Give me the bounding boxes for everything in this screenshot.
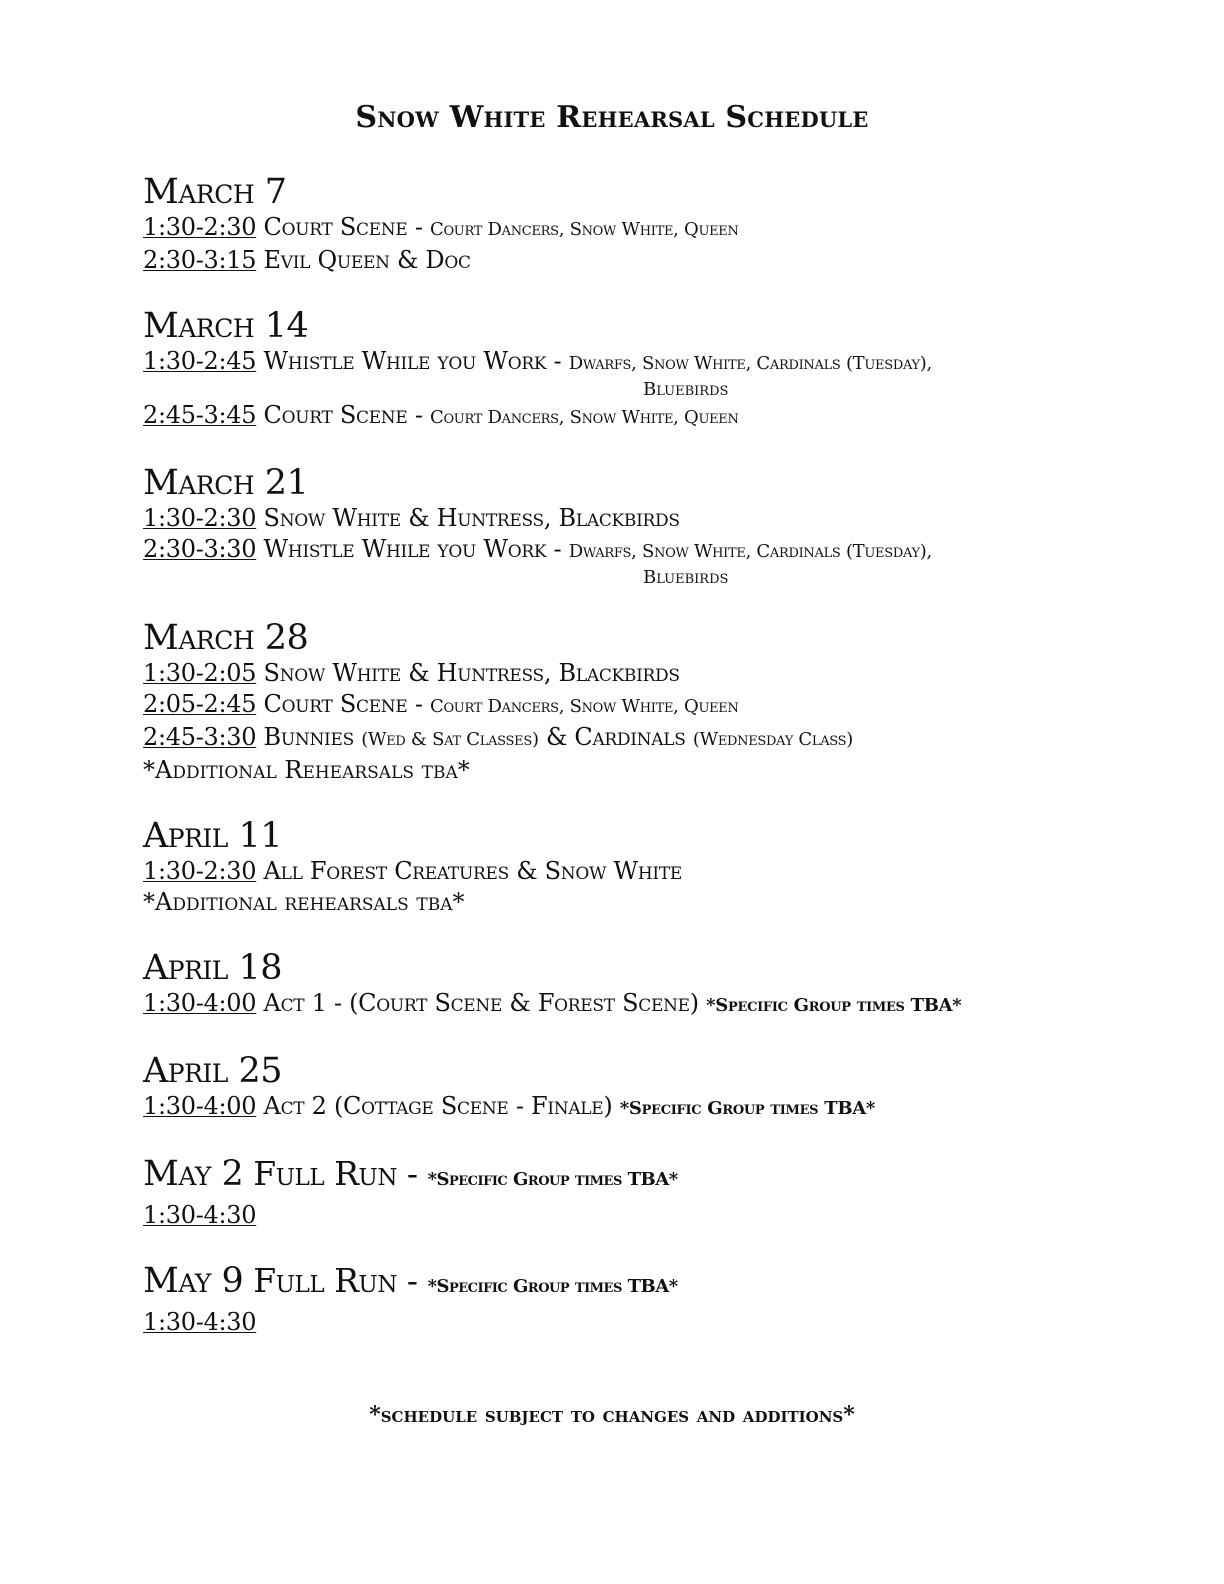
- section-date: March 14: [143, 306, 309, 346]
- section-date: [143, 1261, 1103, 1307]
- participants-continued: Bluebirds: [643, 379, 729, 400]
- additional-note: *Additional Rehearsals tba*: [143, 756, 470, 784]
- participants: Court Dancers, Snow White, Queen: [429, 696, 739, 717]
- section-date: March 7: [143, 172, 287, 212]
- time-range: 1:30-2:30: [143, 857, 257, 885]
- section-april-11: [143, 816, 1103, 918]
- activity: Snow White & Huntress, Blackbirds: [263, 659, 680, 687]
- section-date: April 25: [143, 1051, 283, 1091]
- time-range: 2:45-3:45: [143, 401, 257, 429]
- date-tail: Full Run -: [243, 1154, 428, 1193]
- schedule-line: [143, 722, 1103, 755]
- schedule-line: [143, 534, 1103, 567]
- tba-note: *Specific Group times TBA*: [706, 995, 962, 1016]
- activity: Act 2 (Cottage Scene - Finale): [263, 1092, 620, 1120]
- time-range: 2:30-3:15: [143, 246, 257, 274]
- section-date: April 11: [143, 816, 283, 856]
- time-range: 2:05-2:45: [143, 690, 257, 718]
- schedule-line: [143, 212, 1103, 245]
- section-date: March 21: [143, 463, 309, 503]
- section-date: [143, 1154, 1103, 1200]
- section-may-9: [143, 1261, 1103, 1338]
- time-range: 1:30-2:45: [143, 347, 257, 375]
- participants-continued: Bluebirds: [643, 567, 729, 588]
- activity: Court Scene -: [263, 690, 430, 718]
- tba-note: *Specific Group times TBA*: [427, 1169, 678, 1190]
- activity: Snow White & Huntress, Blackbirds: [263, 504, 680, 532]
- schedule-line: [143, 1200, 1103, 1231]
- class-note: (Wednesday Class): [692, 729, 853, 750]
- section-march-21: [143, 463, 1103, 588]
- section-april-18: [143, 948, 1103, 1021]
- schedule-line: [143, 1091, 1103, 1124]
- activity: All Forest Creatures & Snow White: [263, 857, 682, 885]
- section-march-7: [143, 172, 1103, 276]
- time-range: 1:30-2:30: [143, 213, 257, 241]
- activity: Court Scene -: [263, 401, 430, 429]
- class-note: (Wed & Sat Classes): [361, 729, 539, 750]
- section-date: April 18: [143, 948, 283, 988]
- section-march-28: [143, 618, 1103, 786]
- time-range: 1:30-4:00: [143, 1092, 257, 1120]
- schedule-line: [143, 856, 1103, 887]
- schedule-line: [143, 400, 1103, 433]
- time-range: 2:30-3:30: [143, 535, 257, 563]
- date-label: May 9: [143, 1261, 244, 1301]
- time-range: 1:30-2:30: [143, 504, 257, 532]
- time-range: 1:30-4:30: [143, 1201, 257, 1229]
- participants: Court Dancers, Snow White, Queen: [429, 407, 739, 428]
- schedule: [143, 172, 1103, 1368]
- additional-note: *Additional rehearsals tba*: [143, 888, 465, 916]
- time-range: 2:45-3:30: [143, 723, 257, 751]
- section-may-2: [143, 1154, 1103, 1231]
- page-title: Snow White Rehearsal Schedule: [355, 100, 869, 135]
- schedule-line: [143, 245, 1103, 276]
- time-range: 1:30-2:05: [143, 659, 257, 687]
- time-range: 1:30-4:30: [143, 1308, 257, 1336]
- schedule-line: [143, 1307, 1103, 1338]
- tba-note: *Specific Group times TBA*: [619, 1098, 876, 1119]
- activity: & Cardinals: [538, 723, 693, 751]
- activity: Evil Queen & Doc: [263, 246, 471, 274]
- date-label: May 2: [143, 1154, 244, 1194]
- section-date: March 28: [143, 618, 309, 658]
- tba-note: *Specific Group times TBA*: [427, 1276, 678, 1297]
- schedule-line: [143, 689, 1103, 722]
- schedule-disclaimer: *schedule subject to changes and additions*: [369, 1402, 855, 1428]
- schedule-line: [143, 988, 1103, 1021]
- schedule-line: [143, 658, 1103, 689]
- participants: Dwarfs, Snow White, Cardinals (Tuesday),: [568, 353, 932, 374]
- participants: Dwarfs, Snow White, Cardinals (Tuesday),: [568, 541, 932, 562]
- time-range: 1:30-4:00: [143, 989, 257, 1017]
- participants: Court Dancers, Snow White, Queen: [429, 219, 739, 240]
- activity: Act 1 - (Court Scene & Forest Scene): [263, 989, 707, 1017]
- activity: Court Scene -: [263, 213, 430, 241]
- schedule-line: [143, 503, 1103, 534]
- section-april-25: [143, 1051, 1103, 1124]
- schedule-line: [143, 346, 1103, 379]
- date-tail: Full Run -: [243, 1261, 428, 1300]
- section-march-14: [143, 306, 1103, 433]
- activity: Bunnies: [263, 723, 362, 751]
- activity: Whistle While you Work -: [263, 347, 569, 375]
- activity: Whistle While you Work -: [263, 535, 569, 563]
